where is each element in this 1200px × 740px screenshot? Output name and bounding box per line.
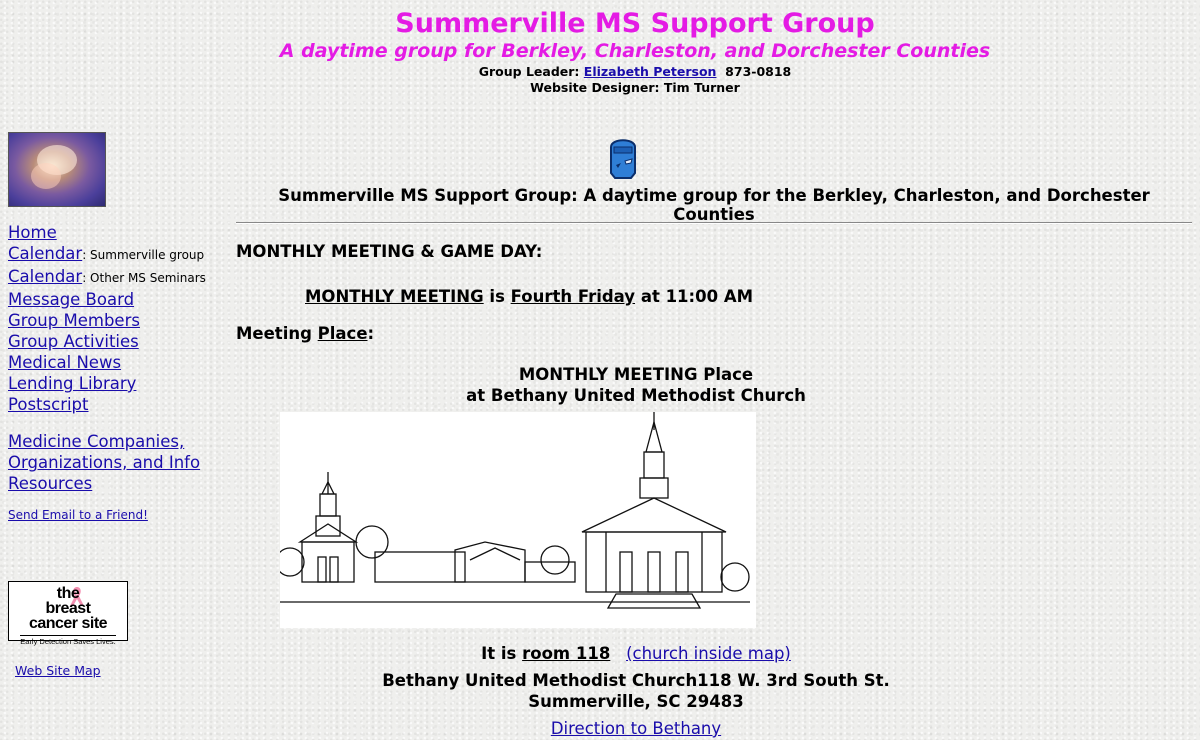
address-line-1: Bethany United Methodist Church118 W. 3rd South St. (382, 671, 890, 690)
meeting-is: is (489, 287, 505, 306)
meeting-label: MONTHLY MEETING (305, 287, 484, 306)
page-subtitle: A daytime group for Berkley, Charleston, and Dorchester Counties (279, 40, 991, 62)
nav-message-board[interactable]: Message Board (8, 290, 135, 309)
nav-resources[interactable] (8, 432, 200, 493)
resources-line-1: Medicine Companies, (8, 432, 185, 451)
mailbox-icon (605, 133, 641, 181)
leader-label: Group Leader: (478, 64, 580, 79)
place-label: Meeting (236, 324, 312, 343)
meeting-heading: MONTHLY MEETING & GAME DAY: (236, 242, 543, 261)
place-subtitle: at Bethany United Methodist Church (466, 386, 806, 405)
divider (236, 222, 1192, 224)
welcome-banner: Summerville MS Support Group: A daytime group for the Berkley, Charleston, and Dorchester Counties (278, 186, 1150, 224)
nav-group-activities[interactable]: Group Activities (8, 332, 139, 351)
nav-calendar-seminars-note: : Other MS Seminars (82, 271, 206, 285)
logo-word-cancer-site: cancer site (28, 615, 108, 632)
sidebar-nav (8, 222, 228, 494)
address-line-2: Summerville, SC 29483 (528, 692, 744, 711)
nav-group-members[interactable]: Group Members (8, 311, 140, 330)
church-drawing (280, 412, 756, 628)
meeting-day: Fourth Friday (510, 287, 636, 306)
direction-link[interactable]: Direction to Bethany (550, 719, 722, 738)
send-email-link[interactable]: Send Email to a Friend! (8, 508, 148, 522)
site-map-link[interactable]: Web Site Map (15, 663, 101, 678)
leader-phone: 873-0818 (725, 64, 792, 79)
website-designer: Website Designer: Tim Turner (530, 80, 740, 95)
group-leader (0, 64, 1200, 79)
meeting-time: at 11:00 AM (640, 287, 754, 306)
room-number: room 118 (522, 644, 611, 663)
logo-tagline: Early Detection Saves Lives. (20, 637, 116, 646)
meeting-place-heading (236, 324, 374, 343)
nav-lending-library[interactable]: Lending Library (8, 374, 137, 393)
logo-word-the: the (56, 585, 80, 602)
place-link[interactable]: Place (317, 324, 368, 343)
meeting-schedule (305, 287, 753, 306)
resources-line-3: Resources (8, 474, 93, 493)
place-colon: : (367, 324, 375, 343)
room-info (236, 644, 1036, 663)
brain-image (8, 132, 106, 207)
breast-cancer-site-logo[interactable] (8, 581, 128, 646)
page-title: Summerville MS Support Group (395, 8, 875, 39)
resources-line-2: Organizations, and Info (8, 453, 201, 472)
room-prefix: It is (481, 644, 517, 663)
direction-block (236, 719, 1036, 738)
nav-medical-news[interactable]: Medical News (8, 353, 122, 372)
logo-word-breast: breast (45, 600, 91, 617)
nav-calendar-summerville[interactable]: Calendar (8, 244, 83, 263)
nav-calendar-seminars[interactable]: Calendar (8, 267, 83, 286)
church-map-link[interactable]: (church inside map) (626, 644, 791, 663)
nav-home[interactable]: Home (8, 223, 57, 242)
leader-name-link[interactable]: Elizabeth Peterson (583, 64, 717, 79)
place-title: MONTHLY MEETING Place (518, 365, 754, 384)
nav-postscript[interactable]: Postscript (8, 395, 89, 414)
nav-calendar-summerville-note: : Summerville group (82, 248, 205, 262)
